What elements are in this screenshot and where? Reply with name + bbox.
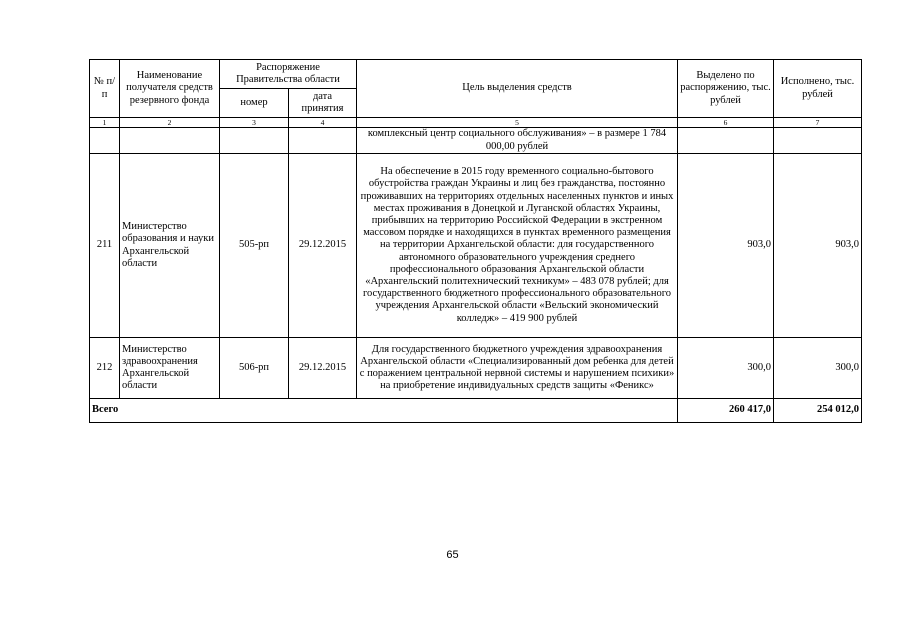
header-order: Распоряжение Правительства области: [220, 60, 357, 89]
header-purpose: Цель выделения средств: [357, 60, 678, 118]
total-label: Всего: [90, 399, 678, 423]
header-order-number: номер: [220, 89, 289, 118]
header-allocated: Выделено по распоряжению, тыс. рублей: [678, 60, 774, 118]
column-number: 1: [90, 118, 120, 128]
column-number: 4: [289, 118, 357, 128]
row-recipient: Министерство здравоохранения Архангельской области: [120, 338, 220, 399]
column-number: 3: [220, 118, 289, 128]
row-executed: 300,0: [774, 338, 862, 399]
header-order-date: дата принятия: [289, 89, 357, 118]
row-allocated: 300,0: [678, 338, 774, 399]
continuation-purpose: комплексный центр социального обслуживания» – в размере 1 784 000,00 рублей: [357, 128, 678, 154]
reserve-fund-table: [89, 59, 862, 423]
column-number: 7: [774, 118, 862, 128]
row-order-number: 505-рп: [220, 154, 289, 338]
column-number: 5: [357, 118, 678, 128]
page-number: 65: [446, 549, 459, 561]
continuation-row: [90, 128, 862, 154]
column-number-row: [90, 118, 862, 128]
row-num: 211: [90, 154, 120, 338]
table-row: [90, 338, 862, 399]
row-purpose: Для государственного бюджетного учреждения здравоохранения Архангельской области «Специализированный дом ребенка для детей с поражением центральной нервной системы и нарушением психики» на приобретение индивидуальных средств защиты «Феникс»: [357, 338, 678, 399]
row-order-date: 29.12.2015: [289, 338, 357, 399]
header-recipient: Наименование получателя средств резервного фонда: [120, 60, 220, 118]
column-number: 2: [120, 118, 220, 128]
header-num: № п/п: [90, 60, 120, 118]
table-row: [90, 154, 862, 338]
row-executed: 903,0: [774, 154, 862, 338]
row-order-number: 506-рп: [220, 338, 289, 399]
row-num: 212: [90, 338, 120, 399]
total-row: [90, 399, 862, 423]
total-executed: 254 012,0: [774, 399, 862, 423]
header-executed: Исполнено, тыс. рублей: [774, 60, 862, 118]
row-order-date: 29.12.2015: [289, 154, 357, 338]
total-allocated: 260 417,0: [678, 399, 774, 423]
column-number: 6: [678, 118, 774, 128]
row-allocated: 903,0: [678, 154, 774, 338]
row-purpose: На обеспечение в 2015 году временного социально-бытового обустройства граждан Украины и лиц без гражданства, постоянно проживавших на территориях отдельных населенных пунктов и иных местах проживания в Донецкой и Луганской областях Украины, прибывших на территорию Российской Федерации в экстренном массовом порядке и находящихся в пунктах временного размещения на территории Архангельской области: для государственного автономного образовательного учреждения среднего профессионального образования Архангельской области «Архангельский политехнический техникум» – 483 078 рублей; для государственного бюджетного профессионального образовательного учреждения Архангельской области «Вельский экономический колледж» – 419 900 рублей: [357, 154, 678, 338]
row-recipient: Министерство образования и науки Архангельской области: [120, 154, 220, 338]
